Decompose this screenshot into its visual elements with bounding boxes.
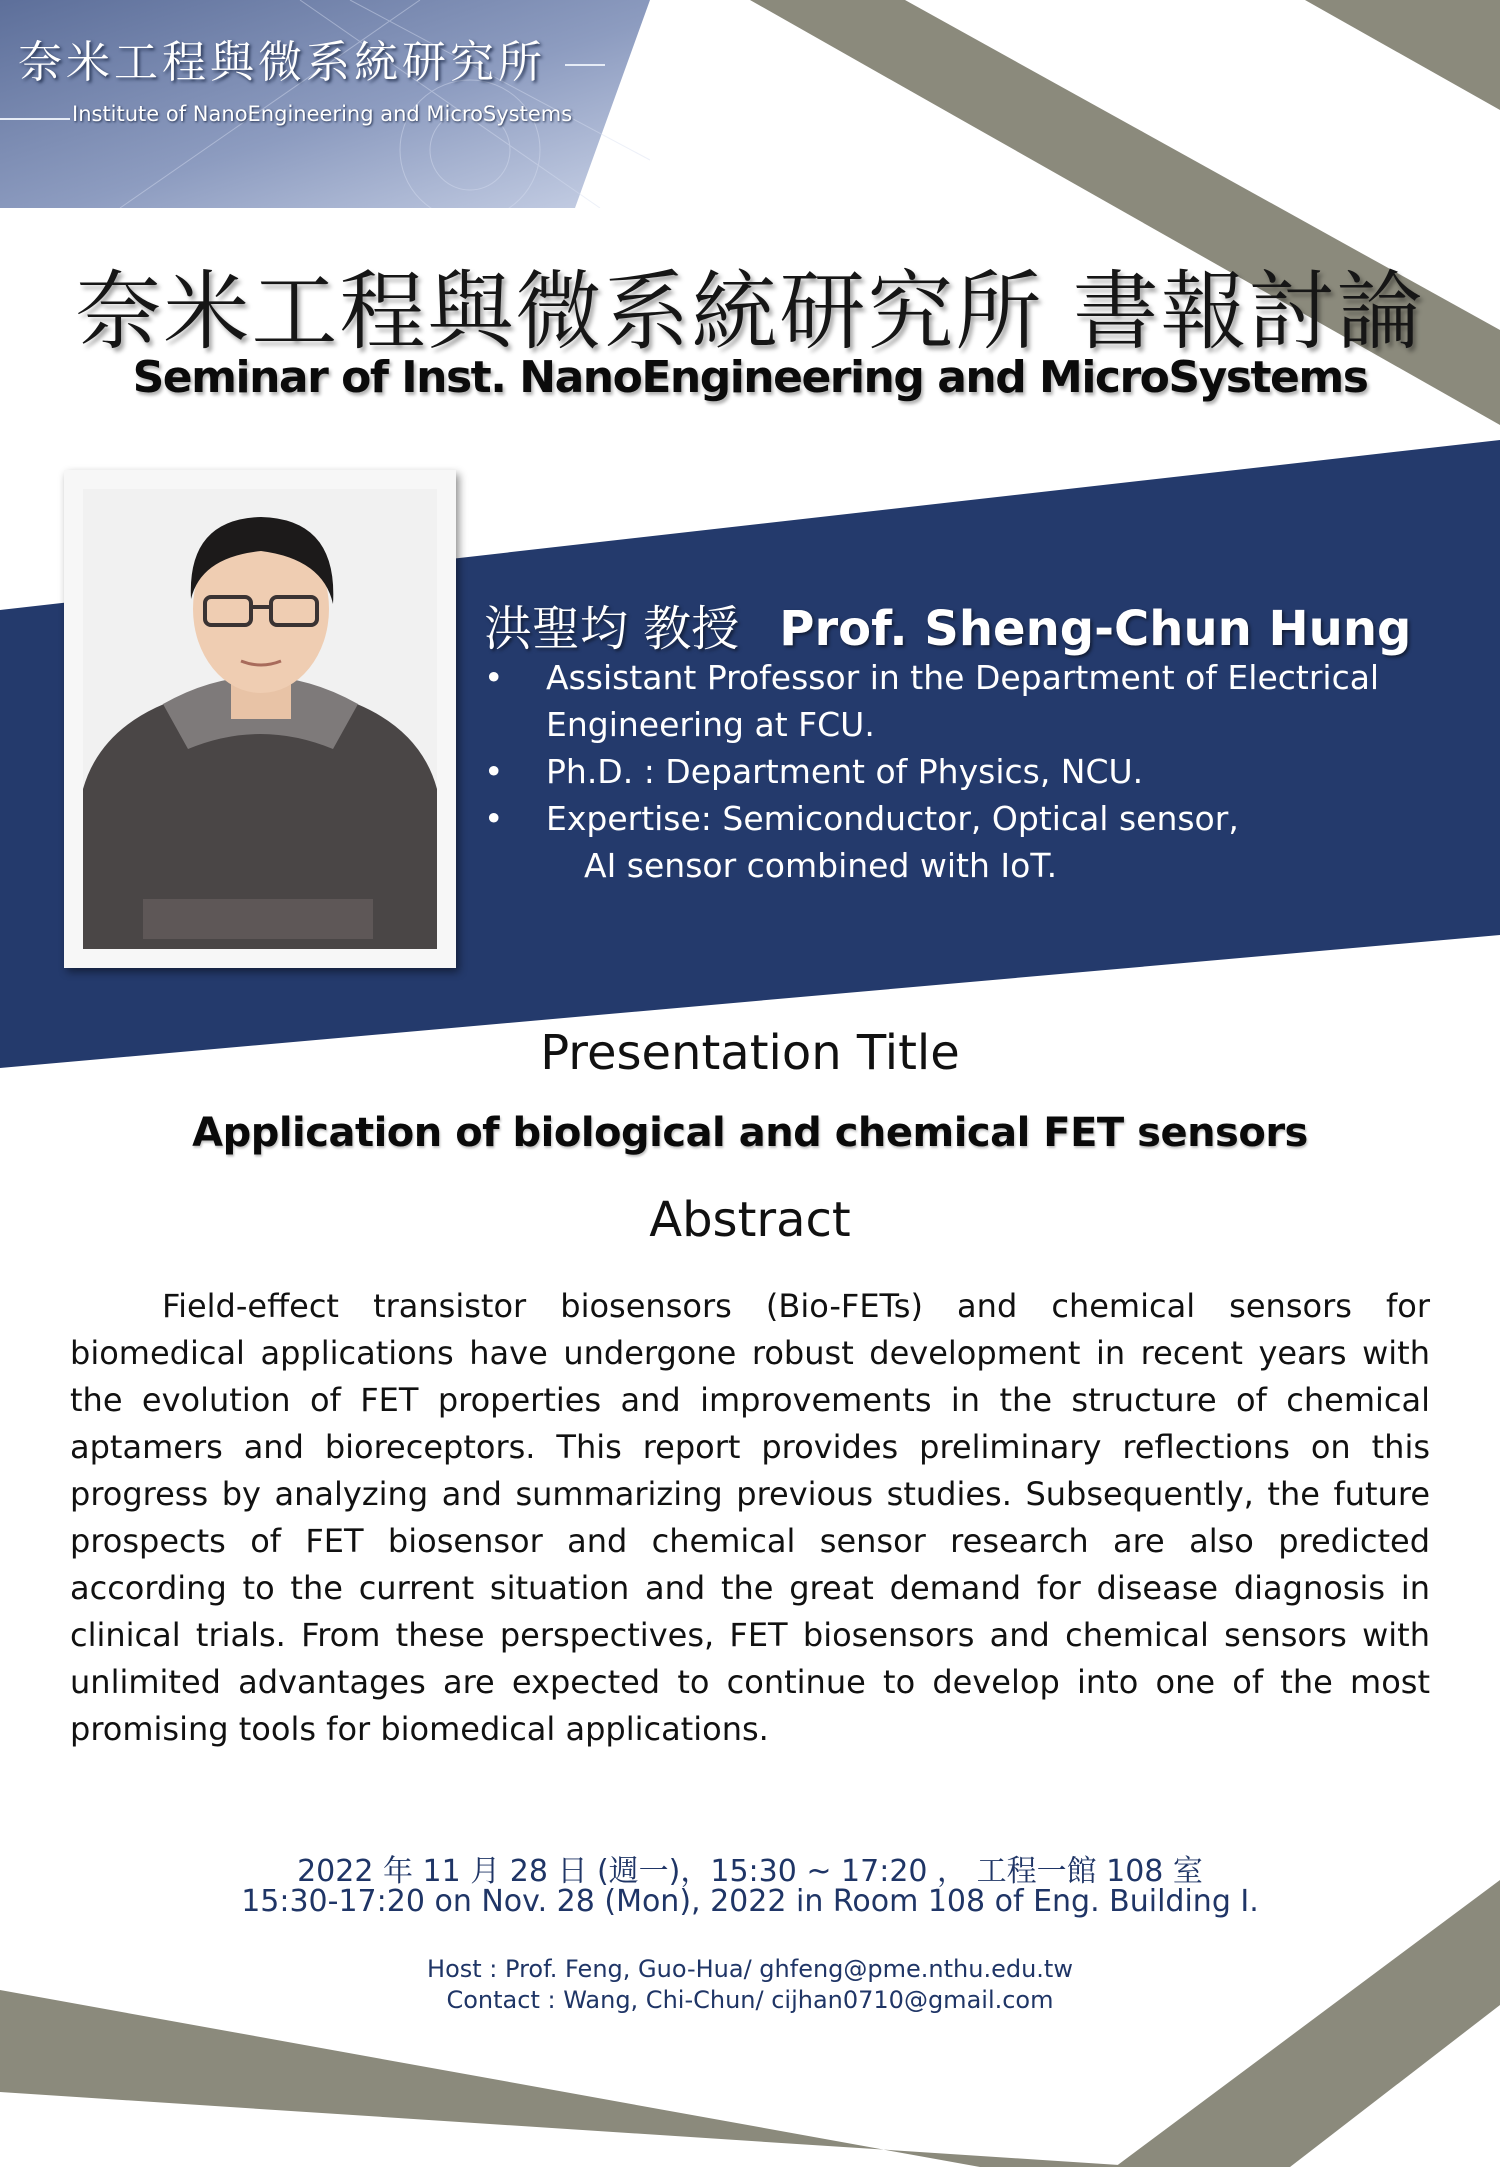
seminar-title-chinese: 奈米工程與微系統研究所 書報討論 <box>75 262 1425 362</box>
credential-expertise <box>484 795 1404 889</box>
presentation-title: Application of biological and chemical FET sensors <box>192 1110 1308 1156</box>
speaker-name-chinese: 洪聖均 教授 <box>484 601 740 657</box>
gray-band-bottom-left <box>0 1990 1150 2167</box>
gray-band-top-corner <box>1305 0 1500 110</box>
expertise-line-2: AI sensor combined with IoT. <box>584 846 1058 885</box>
banner-rule-left <box>0 118 70 120</box>
credential-phd: • Ph.D. : Department of Physics, NCU. <box>484 748 1404 795</box>
speaker-credentials <box>484 654 1404 889</box>
expertise-line-1: Expertise: Semiconductor, Optical sensor, <box>546 799 1239 838</box>
speaker-name-english: Prof. Sheng-Chun Hung <box>779 601 1412 657</box>
presentation-heading: Presentation Title <box>540 1025 960 1081</box>
abstract-body: Field-effect transistor biosensors (Bio-FETs) and chemical sensors for biomedical applications have undergone robust development in recent years with the evolution of FET properties and improvements in the structure of chemical aptamers and bioreceptors. This report provides preliminary reflections on this progress by analyzing and summarizing previous studies. Subsequently, the future prospects of FET biosensor and chemical sensor research are also predicted according to the current situation and the great demand for disease diagnosis in clinical trials. From these perspectives, FET biosensors and chemical sensors with unlimited advantages are expected to continue to develop into one of the most promising tools for biomedical applications. <box>70 1287 1430 1748</box>
contact-info: Contact : Wang, Chi-Chun/ cijhan0710@gmail.com <box>446 1986 1054 2014</box>
schedule-chinese: 2022 年 11 月 28 日 (週一)，15:30 ~ 17:20 ， 工程一館 108 室 <box>297 1854 1203 1889</box>
speaker-portrait-drawing <box>83 489 437 949</box>
banner-title-chinese: 奈米工程與微系統研究所 <box>18 37 546 88</box>
abstract-heading: Abstract <box>649 1192 851 1248</box>
gray-band-bottom-right <box>1115 1880 1500 2167</box>
credential-position: • Assistant Professor in the Department of Electrical Engineering at FCU. <box>484 654 1404 748</box>
institute-banner <box>0 0 650 208</box>
speaker-portrait-icon <box>83 489 437 949</box>
banner-title-english: Institute of NanoEngineering and MicroSystems <box>72 102 573 126</box>
seminar-title-english: Seminar of Inst. NanoEngineering and MicroSystems <box>132 352 1368 403</box>
schedule-english: 15:30-17:20 on Nov. 28 (Mon), 2022 in Room 108 of Eng. Building I. <box>241 1884 1259 1919</box>
speaker-name <box>484 590 1411 659</box>
speaker-photo-frame <box>64 470 456 968</box>
host-info: Host : Prof. Feng, Guo-Hua/ ghfeng@pme.nthu.edu.tw <box>427 1955 1073 1983</box>
banner-rule-right <box>565 64 605 66</box>
